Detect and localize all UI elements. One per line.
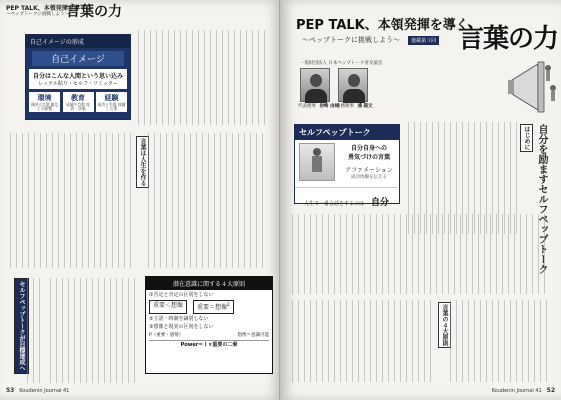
self-image-box [25, 34, 131, 120]
author-role: 代表理事 [298, 104, 316, 109]
self-image-statement-box [29, 69, 127, 89]
principle-3: ③想像と現実の区別をしない [149, 323, 214, 330]
self-image-banner: 自己イメージ [32, 51, 124, 66]
folio-left [6, 387, 69, 394]
left-page [0, 0, 280, 400]
four-principles-heading: 潜在意識に関する４大原則 [146, 277, 272, 290]
author-name: 浦 義文 [357, 104, 373, 109]
self-pep-footer-em: 自分 [371, 198, 390, 208]
column-heading: はじめに [520, 124, 533, 152]
body-text-block [27, 278, 45, 383]
sidebar-heading: セルフペップトークが目標達成へ [14, 278, 29, 374]
column-heading: 自分を励ますセルフペップトーク [536, 124, 547, 274]
self-pep-sub-note: 成功体験を伝える [351, 175, 387, 180]
body-text-block [50, 278, 140, 383]
series-badge: 連載第３回 [408, 36, 439, 45]
self-pep-talk-box [294, 124, 400, 208]
author-photo [338, 68, 368, 102]
self-pep-footer-lead: 人生で一番会話をするのは [303, 201, 364, 207]
journal-name: Koudenin Journal 41 [19, 388, 70, 394]
formula-chip [193, 300, 234, 314]
principle-1: ①否定と肯定の区別をしない [149, 292, 214, 298]
factor-note: 周囲の言葉 親などの影響 [30, 102, 59, 112]
formula-chip-text: 重要＝想像 [197, 304, 228, 312]
author-caption [336, 103, 373, 109]
principle-2: ②主語・時制を識別しない [149, 316, 209, 323]
running-head [6, 5, 86, 18]
factor-experience [96, 92, 127, 112]
self-image-statement-sub: レッテル貼り・セルフ・リミッター [38, 81, 118, 87]
self-pep-sub: アファメーション [345, 167, 393, 174]
factor-label: 経験 [104, 94, 119, 102]
journal-name: Koudenin Journal 41 [491, 388, 542, 394]
body-text-block [292, 300, 432, 382]
four-principles-box [145, 276, 273, 374]
formula-power: Power＝Ｉ×重要の二乗 [149, 340, 269, 348]
author-name: 岩崎 由純 [319, 104, 340, 109]
author-caption [298, 103, 339, 109]
formula-right: 想像＝意識可能 [237, 332, 269, 338]
factor-label: 環境 [37, 94, 52, 102]
formula-left: P（重要・感情） [149, 332, 184, 338]
self-pep-line: 勇気づけの言葉 [347, 154, 390, 161]
article-logo: 言葉の力 [458, 24, 559, 54]
article-subtitle: ～ペップトークに挑戦しよう～ [302, 36, 400, 44]
self-image-statement: 自分はこんな人間という思い込み [32, 73, 123, 80]
self-image-box-heading: 自己イメージの形成 [26, 35, 130, 48]
article-title: PEP TALK、本領発揮を導く [296, 18, 469, 33]
running-head-logo: 言葉の力 [66, 4, 122, 20]
inline-heading: 言葉は人生を作る [136, 136, 149, 188]
right-page [282, 0, 561, 400]
principle-formula-row [149, 300, 269, 314]
formula-chip: 重要＜想像 [149, 300, 187, 314]
folio-right [492, 387, 555, 394]
body-text-block [148, 133, 268, 268]
running-head-subtitle: ～ペップトークに挑戦しよう～ [6, 12, 69, 18]
formula-sup: 2 [227, 302, 230, 308]
author-org: 一般財団法人 日本ペップトーク普及協会 [300, 61, 383, 66]
principle-formula-row [149, 333, 269, 339]
factor-education [63, 92, 94, 112]
factor-note: 成功と失敗 体験した事 [97, 102, 126, 112]
body-text-block [10, 133, 132, 268]
author-photo [300, 68, 330, 102]
author-role: 専務理事 [336, 104, 354, 109]
self-pep-footer [295, 187, 398, 209]
page-number: 52 [546, 387, 555, 394]
running-head-title: PEP TALK、本領発揮を導く [6, 5, 86, 12]
page-number: 53 [6, 387, 15, 394]
body-text-block [138, 30, 268, 125]
factor-note: 成績や点数 叱責・評価 [66, 102, 90, 112]
figure-illustration [299, 143, 335, 181]
factor-label: 教育 [71, 94, 85, 102]
self-pep-line: 自分自身への [350, 145, 387, 152]
factor-environment [29, 92, 60, 112]
factor-row [29, 92, 127, 112]
megaphone-illustration [508, 58, 558, 120]
body-text-block [292, 214, 550, 294]
body-text-block [450, 300, 550, 382]
self-pep-heading: セルフペップトーク [295, 125, 399, 140]
section-heading: 言葉の４大原則 [438, 302, 451, 348]
